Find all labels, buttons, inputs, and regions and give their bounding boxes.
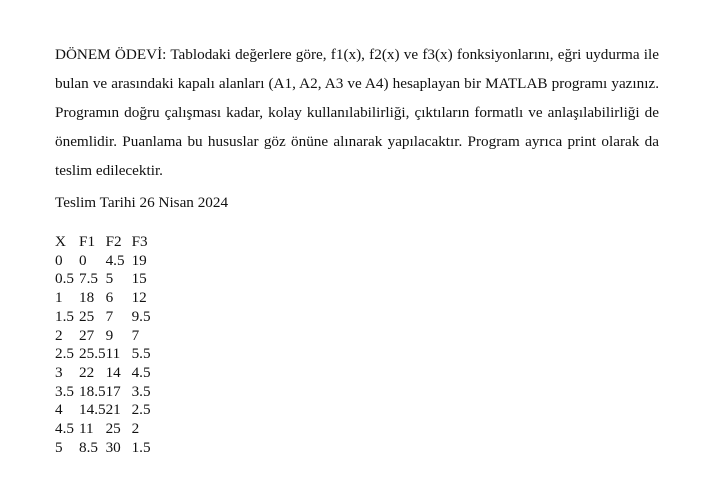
cell-x: 3 bbox=[55, 363, 63, 381]
table-row bbox=[55, 439, 162, 458]
cell-f1: 18 bbox=[79, 289, 95, 307]
cell-x: 1 bbox=[55, 289, 63, 307]
table-header-row bbox=[55, 233, 162, 252]
table-body bbox=[55, 252, 162, 458]
cell-f1: 0 bbox=[79, 251, 87, 269]
cell-f1: 11 bbox=[79, 420, 94, 438]
header-f3: F3 bbox=[131, 233, 148, 250]
cell-f3: 15 bbox=[131, 270, 147, 288]
cell-f1: 27 bbox=[79, 326, 95, 344]
cell-f2: 30 bbox=[105, 438, 121, 456]
cell-f2: 9 bbox=[105, 326, 114, 344]
table-row bbox=[55, 383, 162, 402]
cell-f2: 21 bbox=[105, 401, 121, 419]
cell-f3: 5.5 bbox=[131, 345, 151, 363]
table-row bbox=[55, 308, 162, 327]
cell-f2: 25 bbox=[105, 420, 121, 438]
table-row bbox=[55, 401, 162, 420]
cell-f2: 7 bbox=[105, 307, 114, 325]
cell-f2: 6 bbox=[105, 289, 114, 307]
cell-f2: 5 bbox=[105, 270, 114, 288]
cell-x: 5 bbox=[55, 438, 63, 456]
cell-x: 2 bbox=[55, 326, 63, 344]
cell-f1: 22 bbox=[79, 363, 95, 381]
table-row bbox=[55, 270, 162, 289]
cell-f2: 4.5 bbox=[105, 251, 125, 269]
cell-f3: 4.5 bbox=[131, 363, 151, 381]
cell-f2: 17 bbox=[105, 382, 121, 400]
cell-f1: 7.5 bbox=[79, 270, 98, 288]
header-f2: F2 bbox=[105, 233, 122, 250]
cell-f3: 1.5 bbox=[131, 438, 151, 456]
assignment-paragraph: DÖNEM ÖDEVİ: Tablodaki değerlere göre, f1(x), f2(x) ve f3(x) fonksiyonlarını, eğri uydurma ile bulan ve arasındaki kapalı alanları (A1, A2, A3 ve A4) hesaplayan bir MATLAB programı yazınız. Programın doğru çalışması kadar, kolay kullanılabilirliği, çıktıların formatlı ve anlaşılabilirliği de önemlidir. Puanlama bu hususlar göz önüne alınarak yapılacaktır. Program ayrıca print olarak da teslim edilecektir. bbox=[55, 46, 659, 179]
cell-f3: 9.5 bbox=[131, 307, 151, 325]
table-row bbox=[55, 327, 162, 346]
cell-f1: 14.5 bbox=[79, 401, 106, 419]
header-x: X bbox=[55, 233, 66, 250]
table-row bbox=[55, 364, 162, 383]
cell-f3: 12 bbox=[131, 289, 147, 307]
cell-f3: 3.5 bbox=[131, 382, 151, 400]
deadline-text: Teslim Tarihi 26 Nisan 2024 bbox=[55, 194, 229, 211]
cell-f1: 8.5 bbox=[79, 438, 98, 456]
cell-f1: 25 bbox=[79, 307, 95, 325]
cell-f1: 25.5 bbox=[79, 345, 106, 363]
cell-x: 4.5 bbox=[55, 420, 74, 438]
cell-f1: 18.5 bbox=[79, 382, 106, 400]
table-row bbox=[55, 289, 162, 308]
table-row bbox=[55, 252, 162, 271]
cell-x: 0.5 bbox=[55, 270, 74, 288]
table-row bbox=[55, 420, 162, 439]
cell-f3: 2 bbox=[131, 420, 140, 438]
cell-x: 3.5 bbox=[55, 382, 74, 400]
data-table bbox=[55, 233, 162, 457]
cell-x: 4 bbox=[55, 401, 63, 419]
cell-f3: 7 bbox=[131, 326, 140, 344]
cell-x: 0 bbox=[55, 251, 63, 269]
cell-f3: 2.5 bbox=[131, 401, 151, 419]
cell-f3: 19 bbox=[131, 251, 147, 269]
cell-x: 2.5 bbox=[55, 345, 74, 363]
table-row bbox=[55, 345, 162, 364]
cell-f2: 14 bbox=[105, 363, 121, 381]
cell-x: 1.5 bbox=[55, 307, 74, 325]
header-f1: F1 bbox=[79, 233, 96, 250]
cell-f2: 11 bbox=[105, 345, 121, 363]
